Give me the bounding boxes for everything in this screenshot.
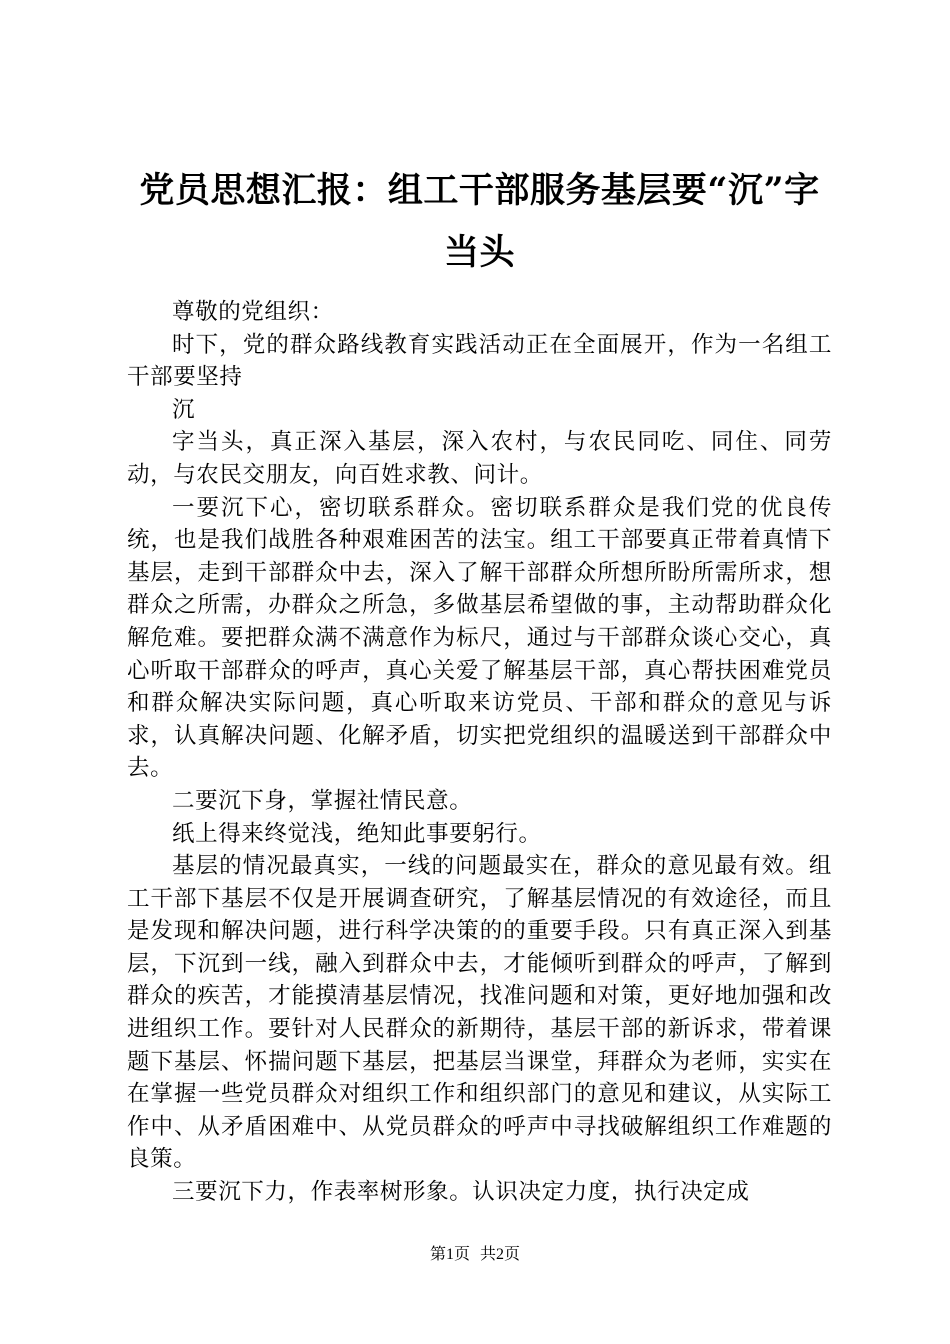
- page-number-total: 共2页: [480, 1246, 521, 1263]
- paragraph-point-one: 一要沉下心，密切联系群众。密切联系群众是我们党的优良传统，也是我们战胜各种艰难困苦的法宝。组工干部要真正带着真情下基层，走到干部群众中去，深入了解干部群众所想所盼所需所求，想群众之所需，办群众之所急，多做基层希望做的事，主动帮助群众化解危难。要把群众满不满意作为标尺，通过与干部群众谈心交心，真心听取干部群众的呼声，真心关爱了解基层干部，真心帮扶困难党员和群众解决实际问题，真心听取来访党员、干部和群众的意见与诉求，认真解决问题、化解矛盾，切实把党组织的温暖送到干部群众中去。: [127, 494, 832, 782]
- paragraph-intro: 时下，党的群众路线教育实践活动正在全面展开，作为一名组工干部要坚持: [127, 331, 832, 391]
- salutation: 尊敬的党组织：: [172, 299, 334, 325]
- paragraph-point-two-body: 基层的情况最真实，一线的问题最实在，群众的意见最有效。组工干部下基层不仅是开展调查研究，了解基层情况的有效途径，而且是发现和解决问题，进行科学决策的的重要手段。只有真正深入到基层，下沉到一线，融入到群众中去，才能倾听到群众的呼声，了解到群众的疾苦，才能摸清基层情况，找准问题和对策，更好地加强和改进组织工作。要针对人民群众的新期待，基层干部的新诉求，带着课题下基层、怀揣问题下基层，把基层当课堂，拜群众为老师，实实在在掌握一些党员群众对组织工作和组织部门的意见和建议，从实际工作中、从矛盾困难中、从党员群众的呼声中寻找破解组织工作难题的良策。: [127, 853, 832, 1173]
- paragraph-point-three: 三要沉下力，作表率树形象。认识决定力度，执行决定成: [172, 1179, 750, 1206]
- document-title: [127, 160, 832, 284]
- paragraph-quote: 纸上得来终觉浅，绝知此事要躬行。: [172, 820, 542, 847]
- title-line-1: 党员思想汇报：组工干部服务基层要“沉”字: [139, 170, 820, 211]
- paragraph-point-two: 二要沉下身，掌握社情民意。: [172, 787, 473, 814]
- document-body: [127, 296, 832, 1209]
- title-line-2: 当头: [443, 232, 515, 273]
- page-footer: [0, 1244, 950, 1266]
- page-number-current: 第1页: [429, 1246, 470, 1263]
- paragraph-fragment: 沉: [172, 396, 196, 423]
- paragraph-intro-cont: 字当头，真正深入基层，深入农村，与农民同吃、同住、同劳动，与农民交朋友，向百姓求教、问计。: [127, 429, 832, 488]
